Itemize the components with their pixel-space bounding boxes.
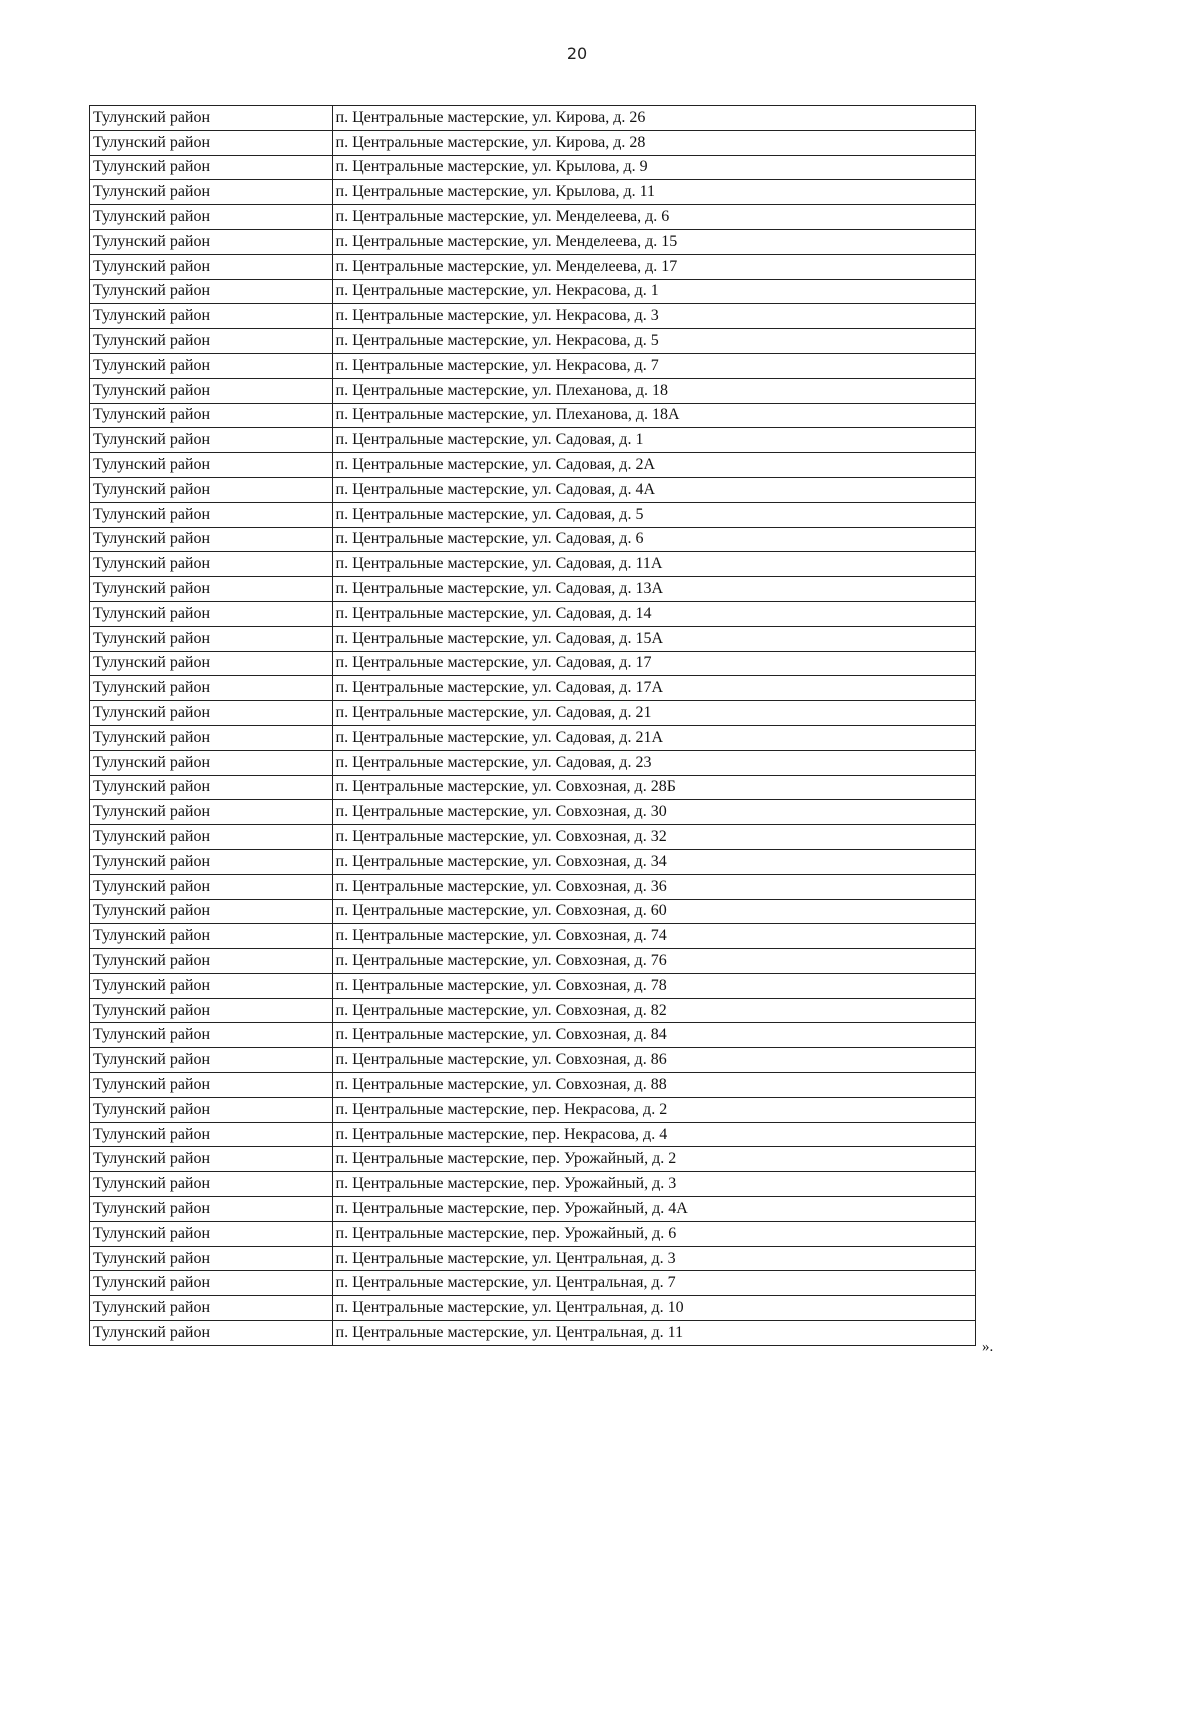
address-cell: п. Центральные мастерские, ул. Садовая, д. 5 bbox=[332, 502, 975, 527]
district-cell: Тулунский район bbox=[90, 1073, 333, 1098]
address-cell: п. Центральные мастерские, ул. Совхозная, д. 82 bbox=[332, 998, 975, 1023]
address-cell: п. Центральные мастерские, ул. Садовая, д. 23 bbox=[332, 750, 975, 775]
address-cell: п. Центральные мастерские, ул. Совхозная, д. 36 bbox=[332, 874, 975, 899]
table-row bbox=[90, 254, 976, 279]
district-cell: Тулунский район bbox=[90, 279, 333, 304]
table-row bbox=[90, 651, 976, 676]
table-row bbox=[90, 378, 976, 403]
address-cell: п. Центральные мастерские, ул. Садовая, д. 6 bbox=[332, 527, 975, 552]
district-cell: Тулунский район bbox=[90, 1172, 333, 1197]
district-cell: Тулунский район bbox=[90, 1147, 333, 1172]
table-row bbox=[90, 552, 976, 577]
district-cell: Тулунский район bbox=[90, 353, 333, 378]
address-cell: п. Центральные мастерские, ул. Плеханова, д. 18 bbox=[332, 378, 975, 403]
address-cell: п. Центральные мастерские, ул. Некрасова, д. 5 bbox=[332, 329, 975, 354]
address-cell: п. Центральные мастерские, ул. Центральная, д. 3 bbox=[332, 1246, 975, 1271]
district-cell: Тулунский район bbox=[90, 949, 333, 974]
table-row bbox=[90, 775, 976, 800]
address-cell: п. Центральные мастерские, ул. Совхозная, д. 32 bbox=[332, 825, 975, 850]
address-cell: п. Центральные мастерские, пер. Некрасова, д. 2 bbox=[332, 1097, 975, 1122]
address-cell: п. Центральные мастерские, ул. Совхозная, д. 28Б bbox=[332, 775, 975, 800]
table-row bbox=[90, 973, 976, 998]
address-cell: п. Центральные мастерские, ул. Центральная, д. 11 bbox=[332, 1321, 975, 1346]
address-cell: п. Центральные мастерские, ул. Садовая, д. 4А bbox=[332, 477, 975, 502]
address-cell: п. Центральные мастерские, ул. Совхозная, д. 76 bbox=[332, 949, 975, 974]
table-row bbox=[90, 825, 976, 850]
address-cell: п. Центральные мастерские, ул. Совхозная, д. 78 bbox=[332, 973, 975, 998]
district-cell: Тулунский район bbox=[90, 378, 333, 403]
table-row bbox=[90, 502, 976, 527]
address-cell: п. Центральные мастерские, ул. Крылова, д. 9 bbox=[332, 155, 975, 180]
address-cell: п. Центральные мастерские, ул. Некрасова, д. 7 bbox=[332, 353, 975, 378]
address-cell: п. Центральные мастерские, ул. Плеханова, д. 18А bbox=[332, 403, 975, 428]
table-row bbox=[90, 477, 976, 502]
address-cell: п. Центральные мастерские, ул. Некрасова, д. 1 bbox=[332, 279, 975, 304]
table-row bbox=[90, 527, 976, 552]
table-row bbox=[90, 279, 976, 304]
table-row bbox=[90, 453, 976, 478]
closing-quote: ». bbox=[982, 1339, 994, 1355]
district-cell: Тулунский район bbox=[90, 775, 333, 800]
table-row bbox=[90, 106, 976, 131]
district-cell: Тулунский район bbox=[90, 229, 333, 254]
address-cell: п. Центральные мастерские, ул. Центральная, д. 7 bbox=[332, 1271, 975, 1296]
district-cell: Тулунский район bbox=[90, 1321, 333, 1346]
table-row bbox=[90, 725, 976, 750]
table-row bbox=[90, 403, 976, 428]
address-table-body bbox=[90, 106, 976, 1346]
table-row bbox=[90, 924, 976, 949]
district-cell: Тулунский район bbox=[90, 1097, 333, 1122]
district-cell: Тулунский район bbox=[90, 254, 333, 279]
address-cell: п. Центральные мастерские, ул. Центральная, д. 10 bbox=[332, 1296, 975, 1321]
address-cell: п. Центральные мастерские, пер. Урожайный, д. 6 bbox=[332, 1221, 975, 1246]
address-cell: п. Центральные мастерские, ул. Садовая, д. 21А bbox=[332, 725, 975, 750]
table-row bbox=[90, 329, 976, 354]
table-row bbox=[90, 849, 976, 874]
district-cell: Тулунский район bbox=[90, 849, 333, 874]
address-cell: п. Центральные мастерские, ул. Садовая, д. 15А bbox=[332, 626, 975, 651]
district-cell: Тулунский район bbox=[90, 1122, 333, 1147]
table-row bbox=[90, 1172, 976, 1197]
district-cell: Тулунский район bbox=[90, 899, 333, 924]
district-cell: Тулунский район bbox=[90, 502, 333, 527]
district-cell: Тулунский район bbox=[90, 552, 333, 577]
table-row bbox=[90, 750, 976, 775]
table-row bbox=[90, 1147, 976, 1172]
district-cell: Тулунский район bbox=[90, 1048, 333, 1073]
address-cell: п. Центральные мастерские, ул. Совхозная, д. 60 bbox=[332, 899, 975, 924]
district-cell: Тулунский район bbox=[90, 1221, 333, 1246]
table-row bbox=[90, 1321, 976, 1346]
table-row bbox=[90, 1073, 976, 1098]
table-row bbox=[90, 1097, 976, 1122]
table-row bbox=[90, 130, 976, 155]
table-row bbox=[90, 949, 976, 974]
table-row bbox=[90, 1048, 976, 1073]
district-cell: Тулунский район bbox=[90, 106, 333, 131]
district-cell: Тулунский район bbox=[90, 453, 333, 478]
district-cell: Тулунский район bbox=[90, 130, 333, 155]
address-cell: п. Центральные мастерские, ул. Совхозная, д. 74 bbox=[332, 924, 975, 949]
table-row bbox=[90, 1221, 976, 1246]
address-cell: п. Центральные мастерские, пер. Урожайный, д. 3 bbox=[332, 1172, 975, 1197]
table-row bbox=[90, 205, 976, 230]
district-cell: Тулунский район bbox=[90, 800, 333, 825]
district-cell: Тулунский район bbox=[90, 874, 333, 899]
table-row bbox=[90, 180, 976, 205]
table-row bbox=[90, 626, 976, 651]
table-row bbox=[90, 701, 976, 726]
address-cell: п. Центральные мастерские, ул. Кирова, д. 28 bbox=[332, 130, 975, 155]
district-cell: Тулунский район bbox=[90, 1296, 333, 1321]
table-row bbox=[90, 229, 976, 254]
address-cell: п. Центральные мастерские, ул. Совхозная, д. 84 bbox=[332, 1023, 975, 1048]
district-cell: Тулунский район bbox=[90, 180, 333, 205]
district-cell: Тулунский район bbox=[90, 725, 333, 750]
table-row bbox=[90, 1023, 976, 1048]
address-cell: п. Центральные мастерские, ул. Менделеева, д. 15 bbox=[332, 229, 975, 254]
address-cell: п. Центральные мастерские, ул. Некрасова, д. 3 bbox=[332, 304, 975, 329]
district-cell: Тулунский район bbox=[90, 924, 333, 949]
address-cell: п. Центральные мастерские, ул. Менделеева, д. 6 bbox=[332, 205, 975, 230]
address-cell: п. Центральные мастерские, ул. Садовая, д. 17 bbox=[332, 651, 975, 676]
table-row bbox=[90, 577, 976, 602]
address-cell: п. Центральные мастерские, ул. Кирова, д. 26 bbox=[332, 106, 975, 131]
table-row bbox=[90, 1246, 976, 1271]
table-row bbox=[90, 304, 976, 329]
address-cell: п. Центральные мастерские, пер. Урожайный, д. 2 bbox=[332, 1147, 975, 1172]
district-cell: Тулунский район bbox=[90, 428, 333, 453]
address-cell: п. Центральные мастерские, ул. Совхозная, д. 30 bbox=[332, 800, 975, 825]
district-cell: Тулунский район bbox=[90, 329, 333, 354]
address-cell: п. Центральные мастерские, ул. Садовая, д. 1 bbox=[332, 428, 975, 453]
address-cell: п. Центральные мастерские, ул. Садовая, д. 21 bbox=[332, 701, 975, 726]
district-cell: Тулунский район bbox=[90, 973, 333, 998]
table-row bbox=[90, 1197, 976, 1222]
address-cell: п. Центральные мастерские, ул. Садовая, д. 11А bbox=[332, 552, 975, 577]
address-cell: п. Центральные мастерские, ул. Менделеева, д. 17 bbox=[332, 254, 975, 279]
district-cell: Тулунский район bbox=[90, 601, 333, 626]
district-cell: Тулунский район bbox=[90, 750, 333, 775]
district-cell: Тулунский район bbox=[90, 1197, 333, 1222]
district-cell: Тулунский район bbox=[90, 304, 333, 329]
table-row bbox=[90, 1296, 976, 1321]
district-cell: Тулунский район bbox=[90, 1246, 333, 1271]
address-cell: п. Центральные мастерские, ул. Совхозная, д. 34 bbox=[332, 849, 975, 874]
address-table bbox=[89, 105, 976, 1346]
district-cell: Тулунский район bbox=[90, 825, 333, 850]
address-cell: п. Центральные мастерские, пер. Некрасова, д. 4 bbox=[332, 1122, 975, 1147]
table-row bbox=[90, 353, 976, 378]
district-cell: Тулунский район bbox=[90, 701, 333, 726]
address-cell: п. Центральные мастерские, ул. Садовая, д. 17А bbox=[332, 676, 975, 701]
table-row bbox=[90, 1271, 976, 1296]
address-cell: п. Центральные мастерские, ул. Совхозная, д. 88 bbox=[332, 1073, 975, 1098]
address-cell: п. Центральные мастерские, ул. Крылова, д. 11 bbox=[332, 180, 975, 205]
table-row bbox=[90, 601, 976, 626]
district-cell: Тулунский район bbox=[90, 527, 333, 552]
table-row bbox=[90, 874, 976, 899]
table-row bbox=[90, 800, 976, 825]
address-cell: п. Центральные мастерские, ул. Садовая, д. 13А bbox=[332, 577, 975, 602]
district-cell: Тулунский район bbox=[90, 205, 333, 230]
district-cell: Тулунский район bbox=[90, 577, 333, 602]
district-cell: Тулунский район bbox=[90, 403, 333, 428]
table-row bbox=[90, 676, 976, 701]
district-cell: Тулунский район bbox=[90, 155, 333, 180]
page-number: 20 bbox=[566, 44, 588, 63]
table-row bbox=[90, 428, 976, 453]
table-row bbox=[90, 998, 976, 1023]
district-cell: Тулунский район bbox=[90, 651, 333, 676]
table-row bbox=[90, 155, 976, 180]
district-cell: Тулунский район bbox=[90, 998, 333, 1023]
address-cell: п. Центральные мастерские, ул. Совхозная, д. 86 bbox=[332, 1048, 975, 1073]
district-cell: Тулунский район bbox=[90, 626, 333, 651]
table-row bbox=[90, 899, 976, 924]
table-row bbox=[90, 1122, 976, 1147]
district-cell: Тулунский район bbox=[90, 1271, 333, 1296]
district-cell: Тулунский район bbox=[90, 477, 333, 502]
district-cell: Тулунский район bbox=[90, 1023, 333, 1048]
address-cell: п. Центральные мастерские, ул. Садовая, д. 14 bbox=[332, 601, 975, 626]
address-cell: п. Центральные мастерские, ул. Садовая, д. 2А bbox=[332, 453, 975, 478]
address-cell: п. Центральные мастерские, пер. Урожайный, д. 4А bbox=[332, 1197, 975, 1222]
district-cell: Тулунский район bbox=[90, 676, 333, 701]
